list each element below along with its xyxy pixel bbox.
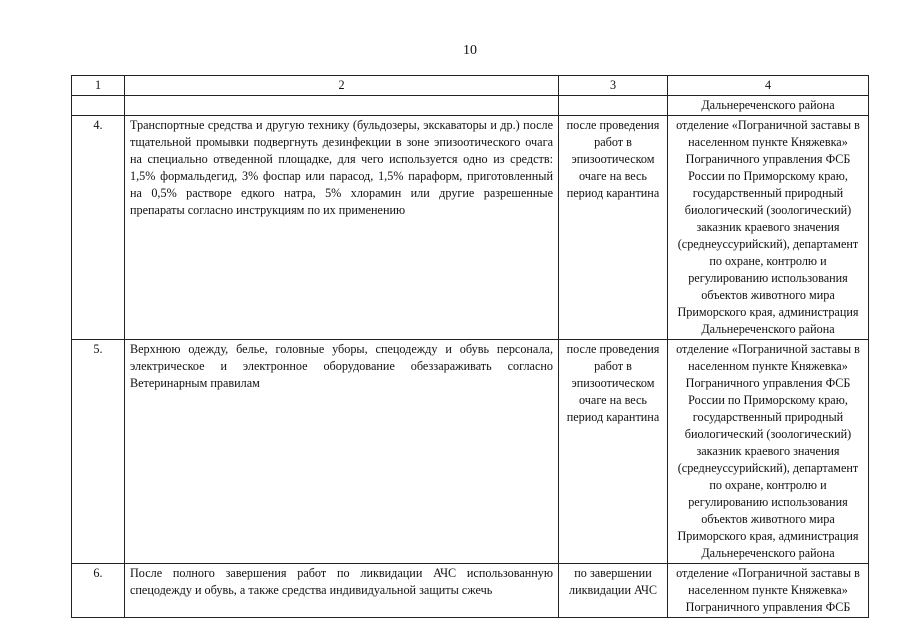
row-number: 5. xyxy=(72,340,125,564)
row-number: 6. xyxy=(72,564,125,618)
row-responsible: отделение «Пограничной заставы в населенном пункте Княжевка» Пограничного управления ФСБ России по Приморскому краю, государственный природный биологический (зоологический) заказник краевого значения (среднеуссурийский), департамент по охране, контролю и регулированию использования объектов животного мира Приморского края, администрация Дальнереченского района xyxy=(668,116,869,340)
table-row xyxy=(72,340,869,564)
column-header-3: 3 xyxy=(559,76,668,96)
table-row xyxy=(72,116,869,340)
row-responsible: отделение «Пограничной заставы в населенном пункте Княжевка» Пограничного управления ФСБ xyxy=(668,564,869,618)
measures-table xyxy=(71,75,869,618)
column-header-2: 2 xyxy=(125,76,559,96)
row-term: после проведения работ в эпизоотическом очаге на весь период карантина xyxy=(559,340,668,564)
row-term: по завершении ликвидации АЧС xyxy=(559,564,668,618)
page-number: 10 xyxy=(463,43,477,58)
continuation-row xyxy=(72,96,869,116)
row-measure: После полного завершения работ по ликвидации АЧС использованную спецодежду и обувь, а также средства индивидуальной защиты сжечь xyxy=(125,564,559,618)
column-header-4: 4 xyxy=(668,76,869,96)
row-measure: Транспортные средства и другую технику (бульдозеры, экскаваторы и др.) после тщательной промывки подвергнуть дезинфекции в зоне эпизоотического очага на специально отведенной площадке, для чего используется одно из средств: 1,5% формальдегид, 3% фоспар или парасод, 1,5% параформ, приготовленный на 0,5% растворе едкого натра, 5% хлорамин или другие разрешенные препараты согласно инструкциям по их применению xyxy=(125,116,559,340)
table-row xyxy=(72,564,869,618)
row-number: 4. xyxy=(72,116,125,340)
row-measure: Верхнюю одежду, белье, головные уборы, спецодежду и обувь персонала, электрическое и электронное оборудование обеззараживать согласно Ветеринарным правилам xyxy=(125,340,559,564)
column-header-row xyxy=(72,76,869,96)
column-header-1: 1 xyxy=(72,76,125,96)
row-responsible: отделение «Пограничной заставы в населенном пункте Княжевка» Пограничного управления ФСБ России по Приморскому краю, государственный природный биологический (зоологический) заказник краевого значения (среднеуссурийский), департамент по охране, контролю и регулированию использования объектов животного мира Приморского края, администрация Дальнереченского района xyxy=(668,340,869,564)
continuation-text: Дальнереченского района xyxy=(668,96,869,116)
row-term: после проведения работ в эпизоотическом очаге на весь период карантина xyxy=(559,116,668,340)
